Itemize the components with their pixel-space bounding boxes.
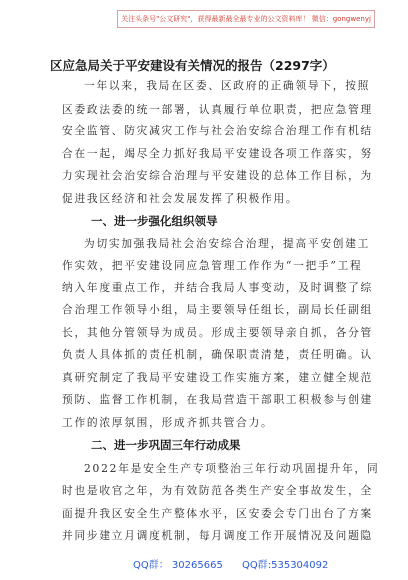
section-heading: 一、进一步强化组织领导 [91, 214, 218, 228]
header-banner [117, 10, 375, 28]
footer [0, 553, 408, 573]
paragraph-line: 时也是收官之年，为有效防范各类生产安全事故发生，全 [62, 484, 373, 497]
footer-qq-group-1: QQ群： 30265665 [133, 560, 223, 571]
paragraph-line: 负责人具体抓的责任机制，确保职责清楚，责任明确。认 [62, 348, 373, 361]
paragraph-line: 合在一起，竭尽全力抓好我局平安建设各项工作落实，努 [62, 147, 373, 160]
paragraph-line: 并同步建立月调度机制，每月调度工作开展情况及问题隐 [62, 529, 373, 542]
section-heading: 二、进一步巩固三年行动成果 [91, 438, 241, 452]
footer-qq-group-2: QQ群:535304092 [242, 560, 329, 571]
header-banner-text: 关注头条号"公文研究"，获得最新最全最专业的公文资料库！ 微信：gongwenyj [121, 15, 371, 23]
paragraph-line: 预防、监督工作机制，在我局营造干部职工积极参与创建 [62, 393, 373, 406]
paragraph-line: 长，其他分管领导为成员。形成主要领导亲自抓，各分管 [62, 326, 373, 339]
paragraph-line: 为切实加强我局社会治安综合治理，提高平安创建工 [84, 237, 371, 250]
paragraph-line: 纳入年度重点工作，并结合我局人事变动，及时调整了综 [62, 281, 373, 294]
paragraph-line: 一年以来，我局在区委、区政府的正确领导下，按照 [84, 79, 371, 92]
paragraph-line: 工作的浓厚氛围，形成齐抓共管合力。 [62, 416, 274, 429]
document-title: 区应急局关于平安建设有关情况的报告（2297字） [50, 58, 335, 73]
paragraph-line: 区委政法委的统一部署，认真履行单位职责，把应急管理 [62, 103, 373, 116]
paragraph-line: 合治理工作领导小组，局主要领导任组长，副局长任副组 [62, 303, 373, 316]
paragraph-line: 安全监管、防灾减灾工作与社会治安综合治理工作有机结 [62, 124, 373, 137]
paragraph-line: 真研究制定了我局平安建设工作实施方案，建立健全规范 [62, 371, 373, 384]
paragraph-line: 面提升我区安全生产整体水平，区安委会专门出台了方案 [62, 507, 373, 520]
paragraph-line: 促进我区经济和社会发展发挥了积极作用。 [62, 192, 299, 205]
paragraph-line: 作实效，把平安建设同应急管理工作作为“一把手”工程 [62, 259, 363, 272]
paragraph-line: 力实现社会治安综合治理与平安建设的总体工作目标，为 [62, 169, 373, 182]
paragraph-line: 2022年是安全生产专项整治三年行动巩固提升年，同 [84, 462, 380, 475]
